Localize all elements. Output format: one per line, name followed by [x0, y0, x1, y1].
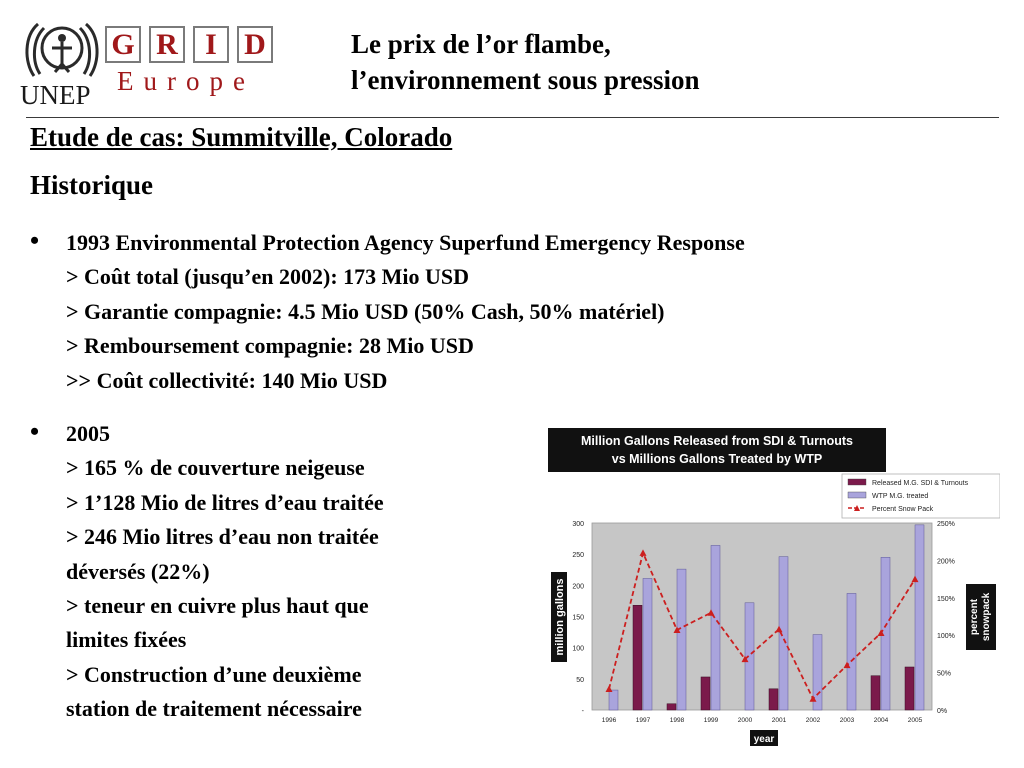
x-tick-label: 2001	[771, 717, 787, 724]
bar-released	[871, 676, 880, 710]
chart-title: vs Millions Gallons Treated by WTP	[611, 452, 823, 466]
bullet-1-marker: •	[30, 226, 40, 255]
unep-logo	[20, 14, 106, 108]
bullet-2-line: > 165 % de couverture neigeuse	[66, 455, 365, 481]
y2-tick-label: 100%	[937, 633, 955, 641]
y-tick-label: -	[581, 708, 584, 715]
bar-treated	[677, 569, 686, 710]
bullet-2-line: > teneur en cuivre plus haut que	[66, 593, 369, 619]
bullet-1-line: >> Coût collectivité: 140 Mio USD	[66, 367, 388, 393]
y-tick-label: 250	[572, 552, 584, 560]
y2-tick-label: 250%	[937, 521, 955, 528]
y-tick-label: 50	[576, 676, 584, 684]
x-tick-label: 2000	[737, 717, 753, 724]
bullet-2-line: > Construction d’une deuxième	[66, 661, 362, 687]
x-axis-label: year	[753, 734, 775, 745]
snowpack-water-chart	[538, 422, 1000, 752]
section-title: Historique	[30, 170, 154, 200]
bullet-2-marker: •	[30, 417, 40, 446]
bullet-1-line: > Remboursement compagnie: 28 Mio USD	[66, 333, 474, 359]
slide-title-line-2: l’environnement sous pression	[351, 65, 700, 95]
legend-swatch	[848, 492, 866, 498]
x-tick-label: 1999	[703, 717, 719, 724]
bar-released	[905, 667, 914, 710]
slide-title	[351, 26, 851, 98]
grid-letter-g: G	[105, 26, 141, 63]
bullet-1-line: > Garantie compagnie: 4.5 Mio USD (50% Cash, 50% matériel)	[66, 298, 665, 324]
bullet-2-line: station de traitement nécessaire	[66, 696, 362, 722]
grid-letter-r: R	[149, 26, 185, 63]
y-tick-label: 100	[572, 645, 584, 653]
bar-released	[667, 704, 676, 710]
legend-label: Released M.G. SDI & Turnouts	[872, 480, 969, 487]
legend-label: WTP M.G. treated	[872, 493, 929, 500]
bullet-1-line: 1993 Environmental Protection Agency Superfund Emergency Response	[66, 230, 745, 255]
bar-treated	[745, 603, 754, 710]
grid-europe-logo	[105, 26, 277, 98]
x-tick-label: 1997	[635, 717, 651, 724]
bullet-2-line: 2005	[66, 421, 110, 446]
unep-emblem-icon	[22, 14, 102, 86]
y2-tick-label: 50%	[937, 670, 952, 678]
y2-tick-label: 0%	[937, 708, 948, 715]
bullet-2-line: > 246 Mio litres d’eau non traitée	[66, 524, 379, 550]
grid-letter-i: I	[193, 26, 229, 63]
y2-axis-label: snowpack	[981, 592, 992, 642]
x-tick-label: 2005	[907, 717, 923, 724]
bullet-2	[66, 417, 384, 727]
bullet-2-line: déversés (22%)	[66, 558, 210, 584]
grid-europe-wordmark: Europe	[117, 66, 255, 96]
unep-wordmark: UNEP	[20, 80, 91, 110]
y-tick-label: 200	[572, 583, 584, 591]
x-tick-label: 1998	[669, 717, 685, 724]
slide-title-line-1: Le prix de l’or flambe,	[351, 29, 611, 59]
legend-label: Percent Snow Pack	[872, 506, 934, 513]
x-tick-label: 2004	[873, 717, 889, 724]
bar-treated	[643, 578, 652, 710]
bar-treated	[711, 545, 720, 710]
bar-treated	[915, 525, 924, 710]
x-tick-label: 2002	[805, 717, 821, 724]
bullet-2-line: > 1’128 Mio de litres d’eau traitée	[66, 489, 384, 515]
y-axis-label: million gallons	[554, 578, 566, 656]
y2-tick-label: 200%	[937, 558, 955, 566]
bullet-2-line: limites fixées	[66, 627, 187, 653]
bullet-1-line: > Coût total (jusqu’en 2002): 173 Mio USD	[66, 264, 470, 290]
x-tick-label: 2003	[839, 717, 855, 724]
case-study-title: Etude de cas: Summitville, Colorado	[30, 122, 453, 152]
bar-released	[769, 689, 778, 710]
chart-title: Million Gallons Released from SDI & Turnouts	[580, 434, 854, 448]
bar-treated	[609, 690, 618, 710]
x-tick-label: 1996	[601, 717, 617, 724]
y-tick-label: 300	[572, 521, 584, 528]
bar-treated	[847, 593, 856, 710]
bar-released	[701, 677, 710, 710]
legend-swatch	[848, 479, 866, 485]
bar-released	[633, 605, 642, 710]
bullet-1	[66, 226, 745, 398]
y-tick-label: 150	[572, 614, 584, 622]
y2-tick-label: 150%	[937, 595, 955, 603]
y2-axis-label: percent	[969, 598, 980, 636]
header-divider	[26, 117, 999, 118]
grid-letter-d: D	[237, 26, 273, 63]
